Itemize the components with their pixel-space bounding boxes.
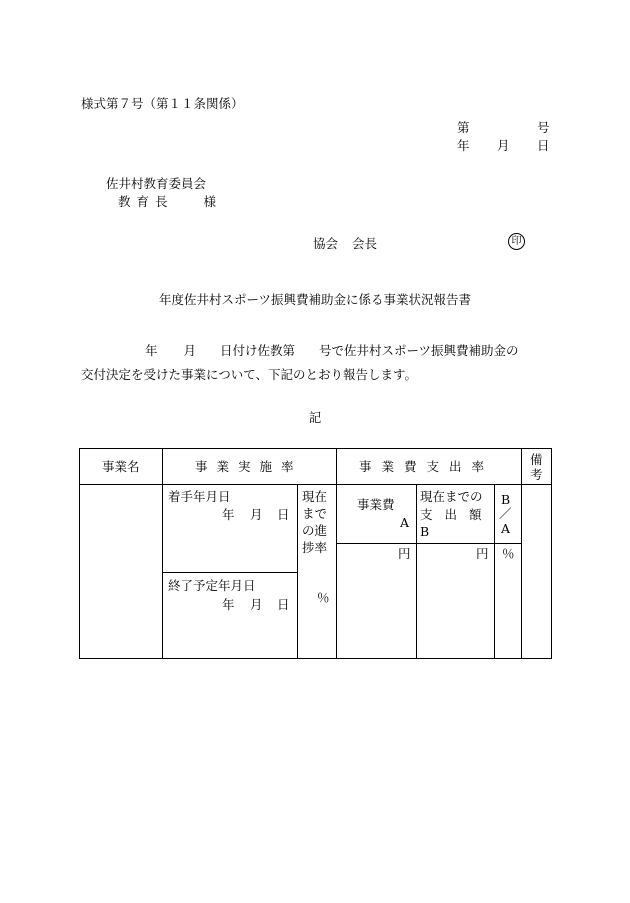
ratio-b: B xyxy=(501,492,511,507)
progress-label-4: 捗率 xyxy=(302,540,328,555)
sender xyxy=(313,236,377,251)
spent-label-1: 現在までの xyxy=(420,489,483,504)
start-date-month: 月 xyxy=(250,507,263,522)
start-date-label: 着手年月日 xyxy=(168,489,231,504)
ratio-slash: ／ xyxy=(499,506,512,521)
end-date-day: 日 xyxy=(277,597,290,612)
header-remarks-1: 備 xyxy=(530,452,543,467)
header-remarks-2: 考 xyxy=(530,467,543,482)
document-title: 年度佐井村スポーツ振興費補助金に係る事業状況報告書 xyxy=(158,292,471,307)
addressee-organization: 佐井村教育委員会 xyxy=(106,176,207,191)
col-divider-5 xyxy=(494,484,495,659)
start-date-year: 年 xyxy=(222,507,235,522)
progress-label-1: 現在 xyxy=(302,489,328,504)
cost-yen: 円 xyxy=(398,546,411,561)
position-label: 教育長 xyxy=(118,194,174,209)
date-year: 年 xyxy=(457,138,470,153)
cost-mark: A xyxy=(400,515,410,530)
ratio-a: A xyxy=(501,521,511,536)
body-date-ref: 日付け佐教第 xyxy=(220,343,296,358)
progress-label-3: の進 xyxy=(302,523,328,538)
addressee-position xyxy=(118,194,216,209)
date-divider xyxy=(162,572,297,573)
end-date-month: 月 xyxy=(250,597,263,612)
date-month: 月 xyxy=(497,138,510,153)
progress-percent: ％ xyxy=(317,590,330,605)
header-divider xyxy=(80,484,552,485)
seal-mark: 印 xyxy=(508,233,525,250)
end-date-year: 年 xyxy=(222,597,235,612)
sender-organization: 協会 xyxy=(313,236,339,251)
report-table xyxy=(79,448,552,659)
start-date-day: 日 xyxy=(277,507,290,522)
col-divider-2 xyxy=(297,484,298,659)
cost-label: 事業費 xyxy=(357,497,395,512)
honorific: 様 xyxy=(203,194,217,209)
body-line1-rest: 号で佐井村スポーツ振興費補助金の xyxy=(319,343,519,358)
body-line-2: 交付決定を受けた事業について、下記のとおり報告します。 xyxy=(81,367,418,382)
body-month: 月 xyxy=(183,343,197,358)
spent-mark: B xyxy=(420,524,430,539)
body-line-1 xyxy=(145,343,519,358)
form-code: 様式第７号（第１１条関係） xyxy=(81,96,244,111)
end-date-label: 終了予定年月日 xyxy=(168,578,256,593)
ki-heading: 記 xyxy=(308,410,322,425)
doc-no-prefix: 第 xyxy=(457,120,470,135)
header-implementation-rate: 事業実施率 xyxy=(195,459,303,474)
doc-no-suffix: 号 xyxy=(537,120,550,135)
col-divider-3 xyxy=(336,449,337,659)
header-expenditure-rate: 事業費支出率 xyxy=(359,459,495,474)
body-year: 年 xyxy=(145,343,158,358)
spent-yen: 円 xyxy=(476,546,489,561)
date-day: 日 xyxy=(537,138,550,153)
sender-role: 会長 xyxy=(352,236,378,251)
col-divider-1 xyxy=(162,449,163,659)
spent-label-2: 支出額 xyxy=(420,507,494,522)
progress-label-2: まで xyxy=(302,506,328,521)
header-project-name: 事業名 xyxy=(102,459,140,474)
col-divider-6 xyxy=(521,449,522,659)
col-divider-4 xyxy=(416,484,417,659)
ratio-percent: ％ xyxy=(502,546,515,561)
